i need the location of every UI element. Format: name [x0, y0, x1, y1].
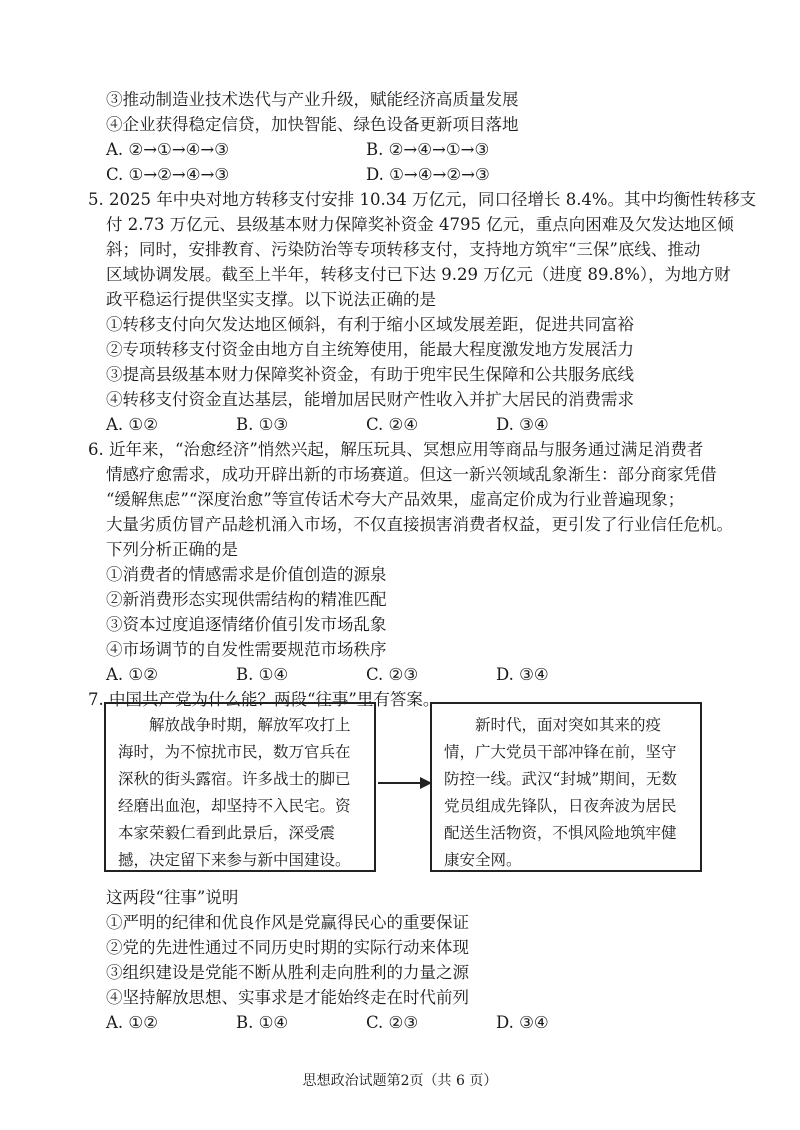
q6-stem-line-2: 情感疗愈需求，成功开辟出新的市场赛道。但这一新兴领域乱象渐生：部分商家凭借: [106, 465, 717, 484]
q6-item-4: ④市场调节的自发性需要规范市场秩序: [106, 640, 387, 659]
q5-stem-line-2: 付 2.73 万亿元、县级基本财力保障奖补资金 4795 亿元，重点向困难及欠发达地区倾: [106, 215, 734, 234]
right-arrow-icon: [378, 776, 432, 790]
q7-story-box-right: [430, 702, 702, 872]
q6-option-a: A. ①②: [106, 665, 158, 684]
q4-item-3: ③推动制造业技术迭代与产业升级，赋能经济高质量发展: [106, 90, 519, 109]
q5-item-1: ①转移支付向欠发达地区倾斜，有利于缩小区域发展差距，促进共同富裕: [106, 315, 634, 334]
q5-item-4: ④转移支付资金直达基层，能增加居民财产性收入并扩大居民的消费需求: [106, 390, 634, 409]
q5-option-b: B. ①③: [236, 415, 289, 434]
q5-option-c: C. ②④: [366, 415, 419, 434]
q6-stem-line-3: “缓解焦虑”“深度治愈”等宣传话术夸大产品效果，虚高定价成为行业普遍现象；: [106, 490, 685, 509]
q5-option-d: D. ③④: [496, 415, 549, 434]
q7-option-c: C. ②③: [366, 1013, 419, 1032]
q7-item-2: ②党的先进性通过不同历史时期的实际行动来体现: [106, 938, 469, 957]
q7-item-4: ④坚持解放思想、实事求是才能始终走在时代前列: [106, 988, 469, 1007]
q7-title: 7. 中国共产党为什么能？两段“往事”里有答案。: [88, 690, 440, 709]
q5-stem-line-5: 政平稳运行提供坚实支撑。以下说法正确的是: [106, 290, 436, 309]
q6-stem-line-1: 6. 近年来，“治愈经济”悄然兴起，解压玩具、冥想应用等商品与服务通过满足消费者: [88, 440, 704, 459]
q7-item-3: ③组织建设是党能不断从胜利走向胜利的力量之源: [106, 963, 469, 982]
q4-item-4: ④企业获得稳定信贷，加快智能、绿色设备更新项目落地: [106, 115, 519, 134]
q5-item-3: ③提高县级基本财力保障奖补资金，有助于兜牢民生保障和公共服务底线: [106, 365, 634, 384]
q7-story-right-text: 新时代，面对突如其来的疫情，广大党员干部冲锋在前，坚守防控一线。武汉“封城”期间，无数党员组成先锋队，日夜奔波为居民配送生活物资，不惧风险地筑牢健康安全网。: [444, 716, 677, 869]
q7-story-left-text: 解放战争时期，解放军攻打上海时，为不惊扰市民，数万官兵在深秋的街头露宿。许多战士的脚已经磨出血泡，却坚持不入民宅。资本家荣毅仁看到此景后，深受震撼，决定留下来参与新中国建设。: [118, 716, 351, 869]
q4-option-b: B. ②→④→①→③: [366, 140, 490, 159]
q5-stem-line-1: 5. 2025 年中央对地方转移支付安排 10.34 万亿元，同口径增长 8.4%。其中均衡性转移支: [88, 190, 757, 209]
page-footer: 思想政治试题第2页（共 6 页）: [302, 1073, 498, 1089]
q4-option-c: C. ①→②→④→③: [106, 165, 230, 184]
q6-option-b: B. ①④: [236, 665, 289, 684]
q6-option-c: C. ②③: [366, 665, 419, 684]
q4-option-a: A. ②→①→④→③: [106, 140, 230, 159]
q7-stem: 这两段“往事”说明: [106, 888, 239, 907]
q6-stem-line-4: 大量劣质仿冒产品趁机涌入市场，不仅直接损害消费者权益，更引发了行业信任危机。: [106, 515, 733, 534]
q6-option-d: D. ③④: [496, 665, 549, 684]
q6-stem-line-5: 下列分析正确的是: [106, 540, 238, 559]
q6-item-1: ①消费者的情感需求是价值创造的源泉: [106, 565, 387, 584]
q7-option-b: B. ①④: [236, 1013, 289, 1032]
q7-story-box-left: [104, 702, 376, 872]
q7-item-1: ①严明的纪律和优良作风是党赢得民心的重要保证: [106, 913, 469, 932]
q5-stem-line-4: 区域协调发展。截至上半年，转移支付已下达 9.29 万亿元（进度 89.8%），为地方财: [106, 265, 731, 284]
q6-item-3: ③资本过度追逐情绪价值引发市场乱象: [106, 615, 387, 634]
q4-option-d: D. ①→④→②→③: [366, 165, 490, 184]
q5-option-a: A. ①②: [106, 415, 158, 434]
q7-option-d: D. ③④: [496, 1013, 549, 1032]
q5-item-2: ②专项转移支付资金由地方自主统筹使用，能最大程度激发地方发展活力: [106, 340, 634, 359]
q7-option-a: A. ①②: [106, 1013, 158, 1032]
q6-item-2: ②新消费形态实现供需结构的精准匹配: [106, 590, 387, 609]
q5-stem-line-3: 斜；同时，安排教育、污染防治等专项转移支付，支持地方筑牢“三保”底线、推动: [106, 240, 701, 259]
